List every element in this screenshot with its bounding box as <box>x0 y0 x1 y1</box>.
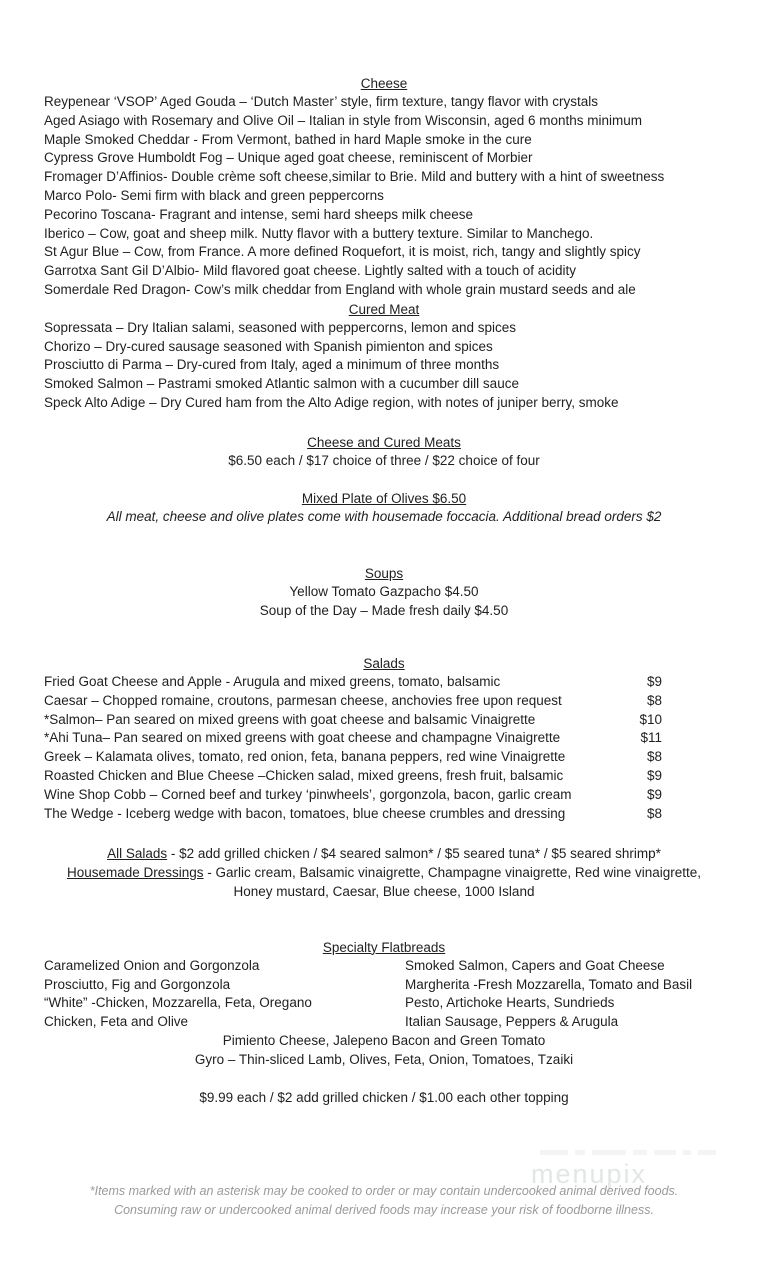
soup-item: Soup of the Day – Made fresh daily $4.50 <box>259 603 509 619</box>
disclaimer-line: Consuming raw or undercooked animal derived foods may increase your risk of foodborne illness. <box>114 1203 654 1218</box>
cheese-item: Fromager D’Affinios- Double crème soft cheese,similar to Brie. Mild and buttery with a hint of sweetness <box>44 169 665 185</box>
salad-name: Greek – Kalamata olives, tomato, red onion, feta, banana peppers, red wine Vinaigrette <box>44 749 566 765</box>
cured-meat-item: Speck Alto Adige – Dry Cured ham from the Alto Adige region, with notes of juniper berry, smoke <box>44 394 619 410</box>
section-soups <box>0 564 768 621</box>
cheese-and-cured-meats-pricing: $6.50 each / $17 choice of three / $22 choice of four <box>228 452 540 468</box>
flatbread-item: Margherita -Fresh Mozzarella, Tomato and Basil <box>405 976 693 992</box>
salad-row <box>0 673 662 692</box>
flatbread-centered-item: Gyro – Thin-sliced Lamb, Olives, Feta, Onion, Tomatoes, Tzaiki <box>194 1051 574 1067</box>
cheese-item: Reypenear ‘VSOP’ Aged Gouda – ‘Dutch Master’ style, firm texture, tangy flavor with crystals <box>44 94 598 109</box>
flatbreads-pricing: $9.99 each / $2 add grilled chicken / $1.00 each other topping <box>199 1090 569 1106</box>
flatbread-item: Caramelized Onion and Gorgonzola <box>44 957 260 973</box>
cheese-section-title: Cheese <box>360 76 408 91</box>
cured-meat-item: Chorizo – Dry-cured sausage seasoned with Spanish pimienton and spices <box>44 338 493 354</box>
cheese-item: Garrotxa Sant Gil D’Albio- Mild flavored goat cheese. Lightly salted with a touch of acidity <box>44 263 577 279</box>
disclaimer-line: *Items marked with an asterisk may be cooked to order or may contain undercooked animal derived foods. <box>89 1184 679 1199</box>
salad-name: Fried Goat Cheese and Apple - Arugula and mixed greens, tomato, balsamic <box>44 673 501 689</box>
salad-row <box>0 767 662 786</box>
dressings-line <box>60 864 708 902</box>
salad-price: $8 <box>646 805 662 821</box>
cheese-and-cured-meats-title: Cheese and Cured Meats <box>307 434 461 450</box>
cured-meat-item: Smoked Salmon – Pastrami smoked Atlantic salmon with a cucumber dill sauce <box>44 376 519 392</box>
all-salads-text: - $2 add grilled chicken / $4 seared salmon* / $5 seared tuna* / $5 seared shrimp* <box>167 846 661 862</box>
section-salads <box>0 654 768 823</box>
salad-price: $8 <box>646 692 662 708</box>
section-cheese-and-cured-meats <box>0 433 768 471</box>
salad-row <box>0 729 662 748</box>
salad-name: Caesar – Chopped romaine, croutons, parmesan cheese, anchovies free upon request <box>44 692 562 708</box>
all-salads-label: All Salads <box>107 846 168 862</box>
cheese-item: St Agur Blue – Cow, from France. A more defined Roquefort, it is moist, rich, tangy and slightly spicy <box>44 244 641 260</box>
salad-row <box>0 805 662 824</box>
salad-row <box>0 692 662 711</box>
cheese-item: Aged Asiago with Rosemary and Olive Oil – Italian in style from Wisconsin, aged 6 months minimum <box>44 112 643 128</box>
salad-name: *Ahi Tuna– Pan seared on mixed greens with goat cheese and champagne Vinaigrette <box>44 730 561 746</box>
soups-title: Soups <box>364 566 404 582</box>
salad-price: $9 <box>646 767 662 783</box>
flatbread-item: Chicken, Feta and Olive <box>44 1014 189 1030</box>
cheese-item: Maple Smoked Cheddar - From Vermont, bathed in hard Maple smoke in the cure <box>44 131 532 147</box>
flatbread-item: “White” -Chicken, Mozzarella, Feta, Oregano <box>44 995 312 1011</box>
dressings-text: - Garlic cream, Balsamic vinaigrette, Champagne vinaigrette, Red wine vinaigrette, Honey mustard, Caesar, Blue cheese, 1000 Island <box>203 865 702 899</box>
olives-note: All meat, cheese and olive plates come with housemade foccacia. Additional bread orders $2 <box>106 508 662 524</box>
salad-name: Roasted Chicken and Blue Cheese –Chicken salad, mixed greens, fresh fruit, balsamic <box>44 767 564 783</box>
disclaimer-footer <box>0 1182 768 1220</box>
flatbread-columns <box>0 957 768 1032</box>
salads-title: Salads <box>363 655 405 671</box>
flatbread-centered-item: Pimiento Cheese, Jalepeno Bacon and Green Tomato <box>222 1032 546 1048</box>
cheese-item: Pecorino Toscana- Fragrant and intense, semi hard sheeps milk cheese <box>44 206 473 222</box>
section-cheese <box>0 74 768 300</box>
dressings-label: Housemade Dressings <box>66 865 204 881</box>
flatbread-item: Italian Sausage, Peppers & Arugula <box>405 1014 619 1030</box>
cured-meat-item: Sopressata – Dry Italian salami, seasoned with peppercorns, lemon and spices <box>44 319 516 335</box>
salad-row <box>0 786 662 805</box>
salad-name: *Salmon– Pan seared on mixed greens with goat cheese and balsamic Vinaigrette <box>44 711 536 727</box>
section-flatbreads <box>0 938 768 1109</box>
salad-price: $9 <box>646 673 662 689</box>
salad-row <box>0 711 662 730</box>
olives-title: Mixed Plate of Olives $6.50 <box>301 490 467 506</box>
soup-item: Yellow Tomato Gazpacho $4.50 <box>289 584 479 600</box>
cheese-item: Cypress Grove Humboldt Fog – Unique aged goat cheese, reminiscent of Morbier <box>44 150 533 166</box>
flatbreads-title: Specialty Flatbreads <box>322 939 446 955</box>
salad-price: $10 <box>639 711 662 727</box>
section-cured-meat <box>0 300 768 413</box>
salad-name: Wine Shop Cobb – Corned beef and turkey ‘pinwheels’, gorgonzola, bacon, garlic cream <box>44 786 572 802</box>
cured-meat-section-title: Cured Meat <box>348 301 420 317</box>
section-olives <box>0 489 768 527</box>
salad-price: $9 <box>646 786 662 802</box>
flatbread-item: Smoked Salmon, Capers and Goat Cheese <box>405 957 665 973</box>
salad-price: $11 <box>640 730 662 746</box>
menupix-watermark: menupix <box>531 1159 648 1189</box>
cheese-item: Marco Polo- Semi firm with black and green peppercorns <box>44 187 384 203</box>
cured-meat-item: Prosciutto di Parma – Dry-cured from Italy, aged a minimum of three months <box>44 357 500 373</box>
cheese-item: Somerdale Red Dragon- Cow’s milk cheddar from England with whole grain mustard seeds and ale <box>44 281 636 297</box>
salad-price: $8 <box>646 749 662 765</box>
salad-row <box>0 748 662 767</box>
section-salad-addons <box>0 845 768 901</box>
salad-name: The Wedge - Iceberg wedge with bacon, tomatoes, blue cheese crumbles and dressing <box>44 805 566 821</box>
cheese-item: Iberico – Cow, goat and sheep milk. Nutty flavor with a buttery texture. Similar to Manchego. <box>44 225 594 241</box>
flatbread-item: Pesto, Artichoke Hearts, Sundrieds <box>405 995 615 1011</box>
flatbread-item: Prosciutto, Fig and Gorgonzola <box>44 976 231 992</box>
all-salads-line <box>0 845 768 864</box>
